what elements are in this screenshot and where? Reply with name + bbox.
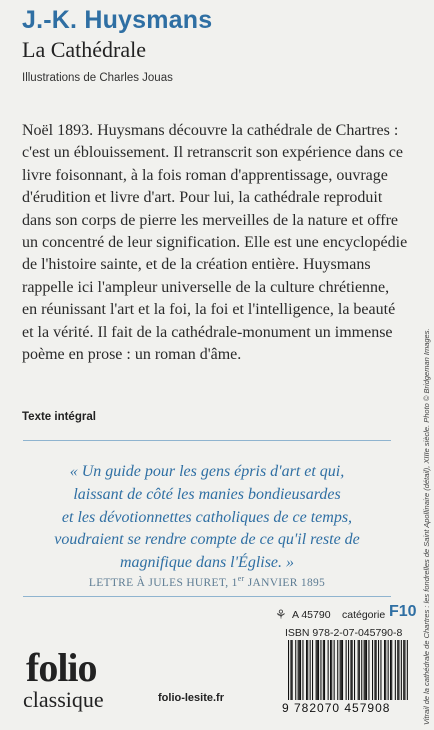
barcode-icon (288, 640, 408, 700)
publisher-logo-folio: folio (26, 645, 97, 690)
quote-line: magnifique dans l'Église. » (119, 554, 295, 572)
quote-source-suffix: JANVIER 1895 (244, 576, 326, 589)
quote-source-prefix: LETTRE À JULES HURET, 1 (88, 576, 238, 589)
quote-line: « Un guide pour les gens épris d'art et qui, (69, 463, 345, 480)
quote-source-sup: er (237, 574, 245, 583)
blurb-line: Noël 1893. Huysmans découvre la cathédrale de Chartres : (22, 122, 399, 139)
blurb-line: un concentré de leur signification. Elle est une encyclopédie (22, 234, 408, 252)
photo-credit-wrap (420, 285, 432, 725)
category-label: catégorie (342, 609, 386, 621)
blurb-line: poème en prose : un roman d'âme. (22, 346, 242, 364)
isbn: ISBN 978-2-07-045790-8 (285, 627, 403, 639)
book-title: La Cathédrale (22, 37, 146, 62)
edition-note: Texte intégral (22, 411, 96, 423)
illustrator-credit: Illustrations de Charles Jouas (22, 72, 173, 84)
publisher-website[interactable]: folio-lesite.fr (158, 692, 225, 704)
blurb-line: et la vérité. Il fait de la cathédrale-monument un immense (22, 323, 393, 341)
blurb-line: rappelle ici l'ampleur universelle de la culture chrétienne, (22, 278, 390, 296)
blurb-line: d'érudition et livre d'art. Pour lui, la cathédrale reproduit (22, 189, 383, 207)
blurb-line: dans son corps de pierre les merveilles de la nature et offre (22, 211, 398, 229)
quote-line: laissant de côté les manies bondieusardes (73, 485, 341, 503)
quote-source (26, 574, 388, 589)
sf-symbol-icon: ⚘ (275, 607, 287, 622)
blurb-line: en réunissant l'art et la foi, la foi et l'intelligence, la beauté (22, 301, 396, 319)
quote-top-rule (23, 440, 391, 441)
quote-line: et les dévotionnettes catholiques de ce temps, (61, 508, 353, 526)
pull-quote (26, 461, 388, 575)
book-blurb (22, 120, 414, 366)
category-value: F10 (389, 603, 417, 620)
blurb-line: de l'histoire sainte, et de la création entière. Huysmans (22, 256, 371, 274)
quote-line: voudraient se rendre compte de ce qu'il reste de (54, 531, 360, 549)
quote-bottom-rule (23, 596, 391, 597)
photo-credit: Vitrail de la cathédrale de Chartres : les fondrelles de Saint Apollinaire (détail), XIIIe siècle. Photo © Bridgeman Images. (422, 328, 431, 725)
publisher-logo-classique: classique (23, 687, 104, 712)
barcode-digits: 9 782070 457908 (282, 701, 391, 715)
author-name: J.-K. Huysmans (22, 6, 213, 34)
catalog-code: A 45790 (292, 609, 331, 621)
blurb-line: c'est un éblouissement. Il retranscrit son expérience dans ce (22, 144, 403, 162)
blurb-line: livre foisonnant, à la fois roman d'apprentissage, ouvrage (22, 166, 388, 184)
